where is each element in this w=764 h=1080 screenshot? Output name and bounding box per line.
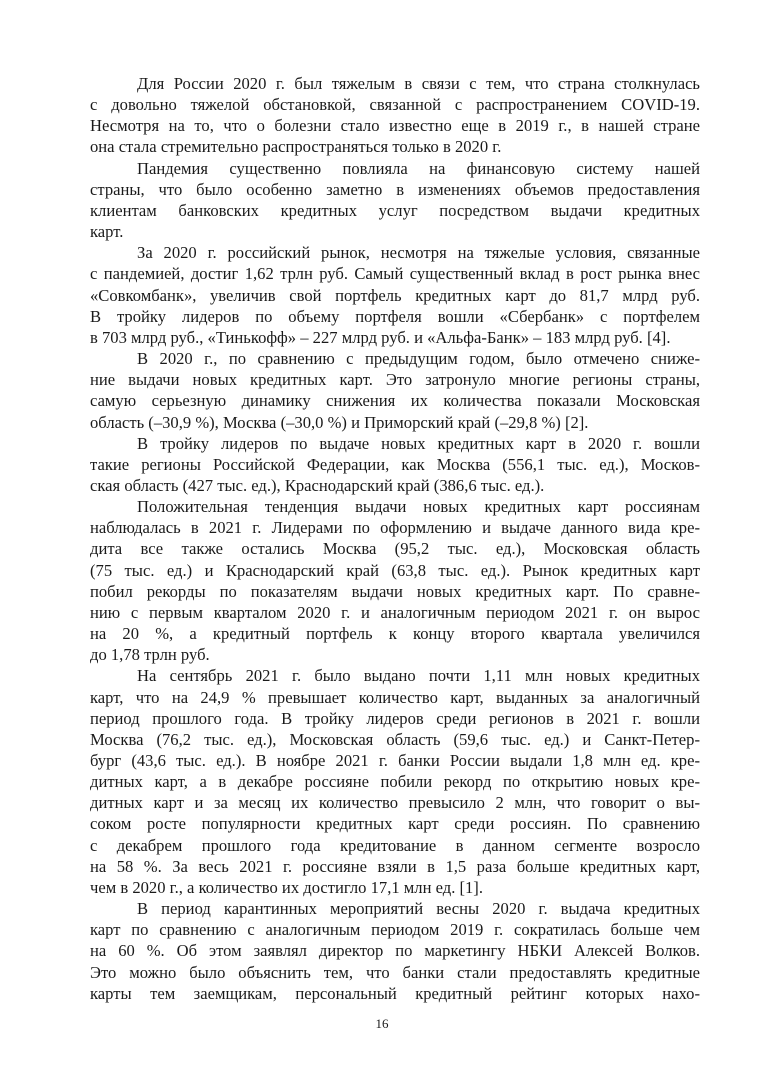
text-line: Несмотря на то, что о болезни стало известно еще в 2019 г., в нашей стране <box>90 116 700 136</box>
text-line: дитных карт, а в декабре россияне побили рекорд по открытию новых кре- <box>90 772 700 792</box>
text-line: наблюдалась в 2021 г. Лидерами по оформлению и выдаче данного вида кре- <box>90 518 700 538</box>
text-line: ние выдачи новых кредитных карт. Это затронуло многие регионы страны, <box>90 370 700 390</box>
text-line: Пандемия существенно повлияла на финансовую систему нашей <box>137 158 700 178</box>
text-line: самую серьезную динамику снижения их количества показали Московская <box>90 391 700 411</box>
text-line: область (–30,9 %), Москва (–30,0 %) и Приморский край (–29,8 %) [2]. <box>90 412 589 432</box>
text-line: страны, что было особенно заметно в изменениях объемов предоставления <box>90 179 700 199</box>
text-line: такие регионы Российской Федерации, как Москва (556,1 тыс. ед.), Москов- <box>90 454 700 474</box>
text-line: карт. <box>90 222 124 242</box>
text-line: соком росте популярности кредитных карт среди россиян. По сравнению <box>90 814 700 834</box>
paragraph <box>90 348 700 433</box>
text-line: на 20 %, а кредитный портфель к концу второго квартала увеличился <box>90 624 700 644</box>
text-line: (75 тыс. ед.) и Краснодарский край (63,8 тыс. ед.). Рынок кредитных карт <box>90 560 700 580</box>
paragraph <box>90 242 700 348</box>
text-line: она стала стремительно распространяться только в 2020 г. <box>90 137 502 157</box>
text-line: период прошлого года. В тройку лидеров среди регионов в 2021 г. вошли <box>90 708 700 728</box>
text-line: Для России 2020 г. был тяжелым в связи с тем, что страна столкнулась <box>137 74 700 93</box>
text-line: карт по сравнению с аналогичным периодом 2019 г. сократилась больше чем <box>90 920 700 940</box>
text-line: За 2020 г. российский рынок, несмотря на тяжелые условия, связанные <box>137 243 700 263</box>
text-line: В тройку лидеров по объему портфеля вошли «Сбербанк» с портфелем <box>90 306 700 326</box>
text-line: карты тем заемщикам, персональный кредитный рейтинг которых нахо- <box>90 983 700 1003</box>
text-line: на 60 %. Об этом заявлял директор по маркетингу НБКИ Алексей Волков. <box>90 941 700 961</box>
paragraph <box>90 73 700 158</box>
paragraph <box>90 665 700 898</box>
text-line: дита все также остались Москва (95,2 тыс. ед.), Московская область <box>90 539 700 559</box>
text-line: в 703 млрд руб., «Тинькофф» – 227 млрд руб. и «Альфа-Банк» – 183 млрд руб. [4]. <box>90 327 671 347</box>
text-line: «Совкомбанк», увеличив свой портфель кредитных карт до 81,7 млрд руб. <box>90 285 700 305</box>
text-line: Это можно было объяснить тем, что банки стали предоставлять кредитные <box>90 962 700 982</box>
text-line: с довольно тяжелой обстановкой, связанной с распространением COVID-19. <box>90 95 700 115</box>
paragraph <box>90 158 700 243</box>
text-line: В 2020 г., по сравнению с предыдущим годом, было отмечено сниже- <box>137 349 700 369</box>
text-line: бург (43,6 тыс. ед.). В ноябре 2021 г. банки России выдали 1,8 млн ед. кре- <box>90 751 700 770</box>
text-line: карт, что на 24,9 % превышает количество карт, выданных за аналогичный <box>90 687 700 707</box>
text-line: до 1,78 трлн руб. <box>90 645 210 665</box>
text-line: нию с первым кварталом 2020 г. и аналогичным периодом 2021 г. он вырос <box>90 602 700 622</box>
page-body <box>90 73 700 1004</box>
text-line: ская область (427 тыс. ед.), Краснодарский край (386,6 тыс. ед.). <box>90 475 545 495</box>
text-line: Москва (76,2 тыс. ед.), Московская область (59,6 тыс. ед.) и Санкт-Петер- <box>90 729 700 749</box>
text-line: с пандемией, достиг 1,62 трлн руб. Самый существенный вклад в рост рынка внес <box>90 264 700 284</box>
text-line: В период карантинных мероприятий весны 2020 г. выдача кредитных <box>137 899 700 919</box>
page-number: 16 <box>375 1016 389 1031</box>
text-line: побил рекорды по показателям выдачи новых кредитных карт. По сравне- <box>90 581 700 601</box>
text-line: На сентябрь 2021 г. было выдано почти 1,11 млн новых кредитных <box>137 666 700 686</box>
text-line: Положительная тенденция выдачи новых кредитных карт россиянам <box>137 497 700 517</box>
text-line: дитных карт и за месяц их количество превысило 2 млн, что говорит о вы- <box>90 793 700 813</box>
text-line: В тройку лидеров по выдаче новых кредитных карт в 2020 г. вошли <box>137 433 700 453</box>
paragraph <box>90 433 700 496</box>
paragraph <box>90 496 700 665</box>
text-line: чем в 2020 г., а количество их достигло 17,1 млн ед. [1]. <box>90 877 483 897</box>
text-line: на 58 %. За весь 2021 г. россияне взяли в 1,5 раза больше кредитных карт, <box>90 856 700 876</box>
text-line: с декабрем прошлого года кредитование в данном сегменте возросло <box>90 835 700 855</box>
paragraph <box>90 898 700 1004</box>
text-line: клиентам банковских кредитных услуг посредством выдачи кредитных <box>90 200 700 220</box>
